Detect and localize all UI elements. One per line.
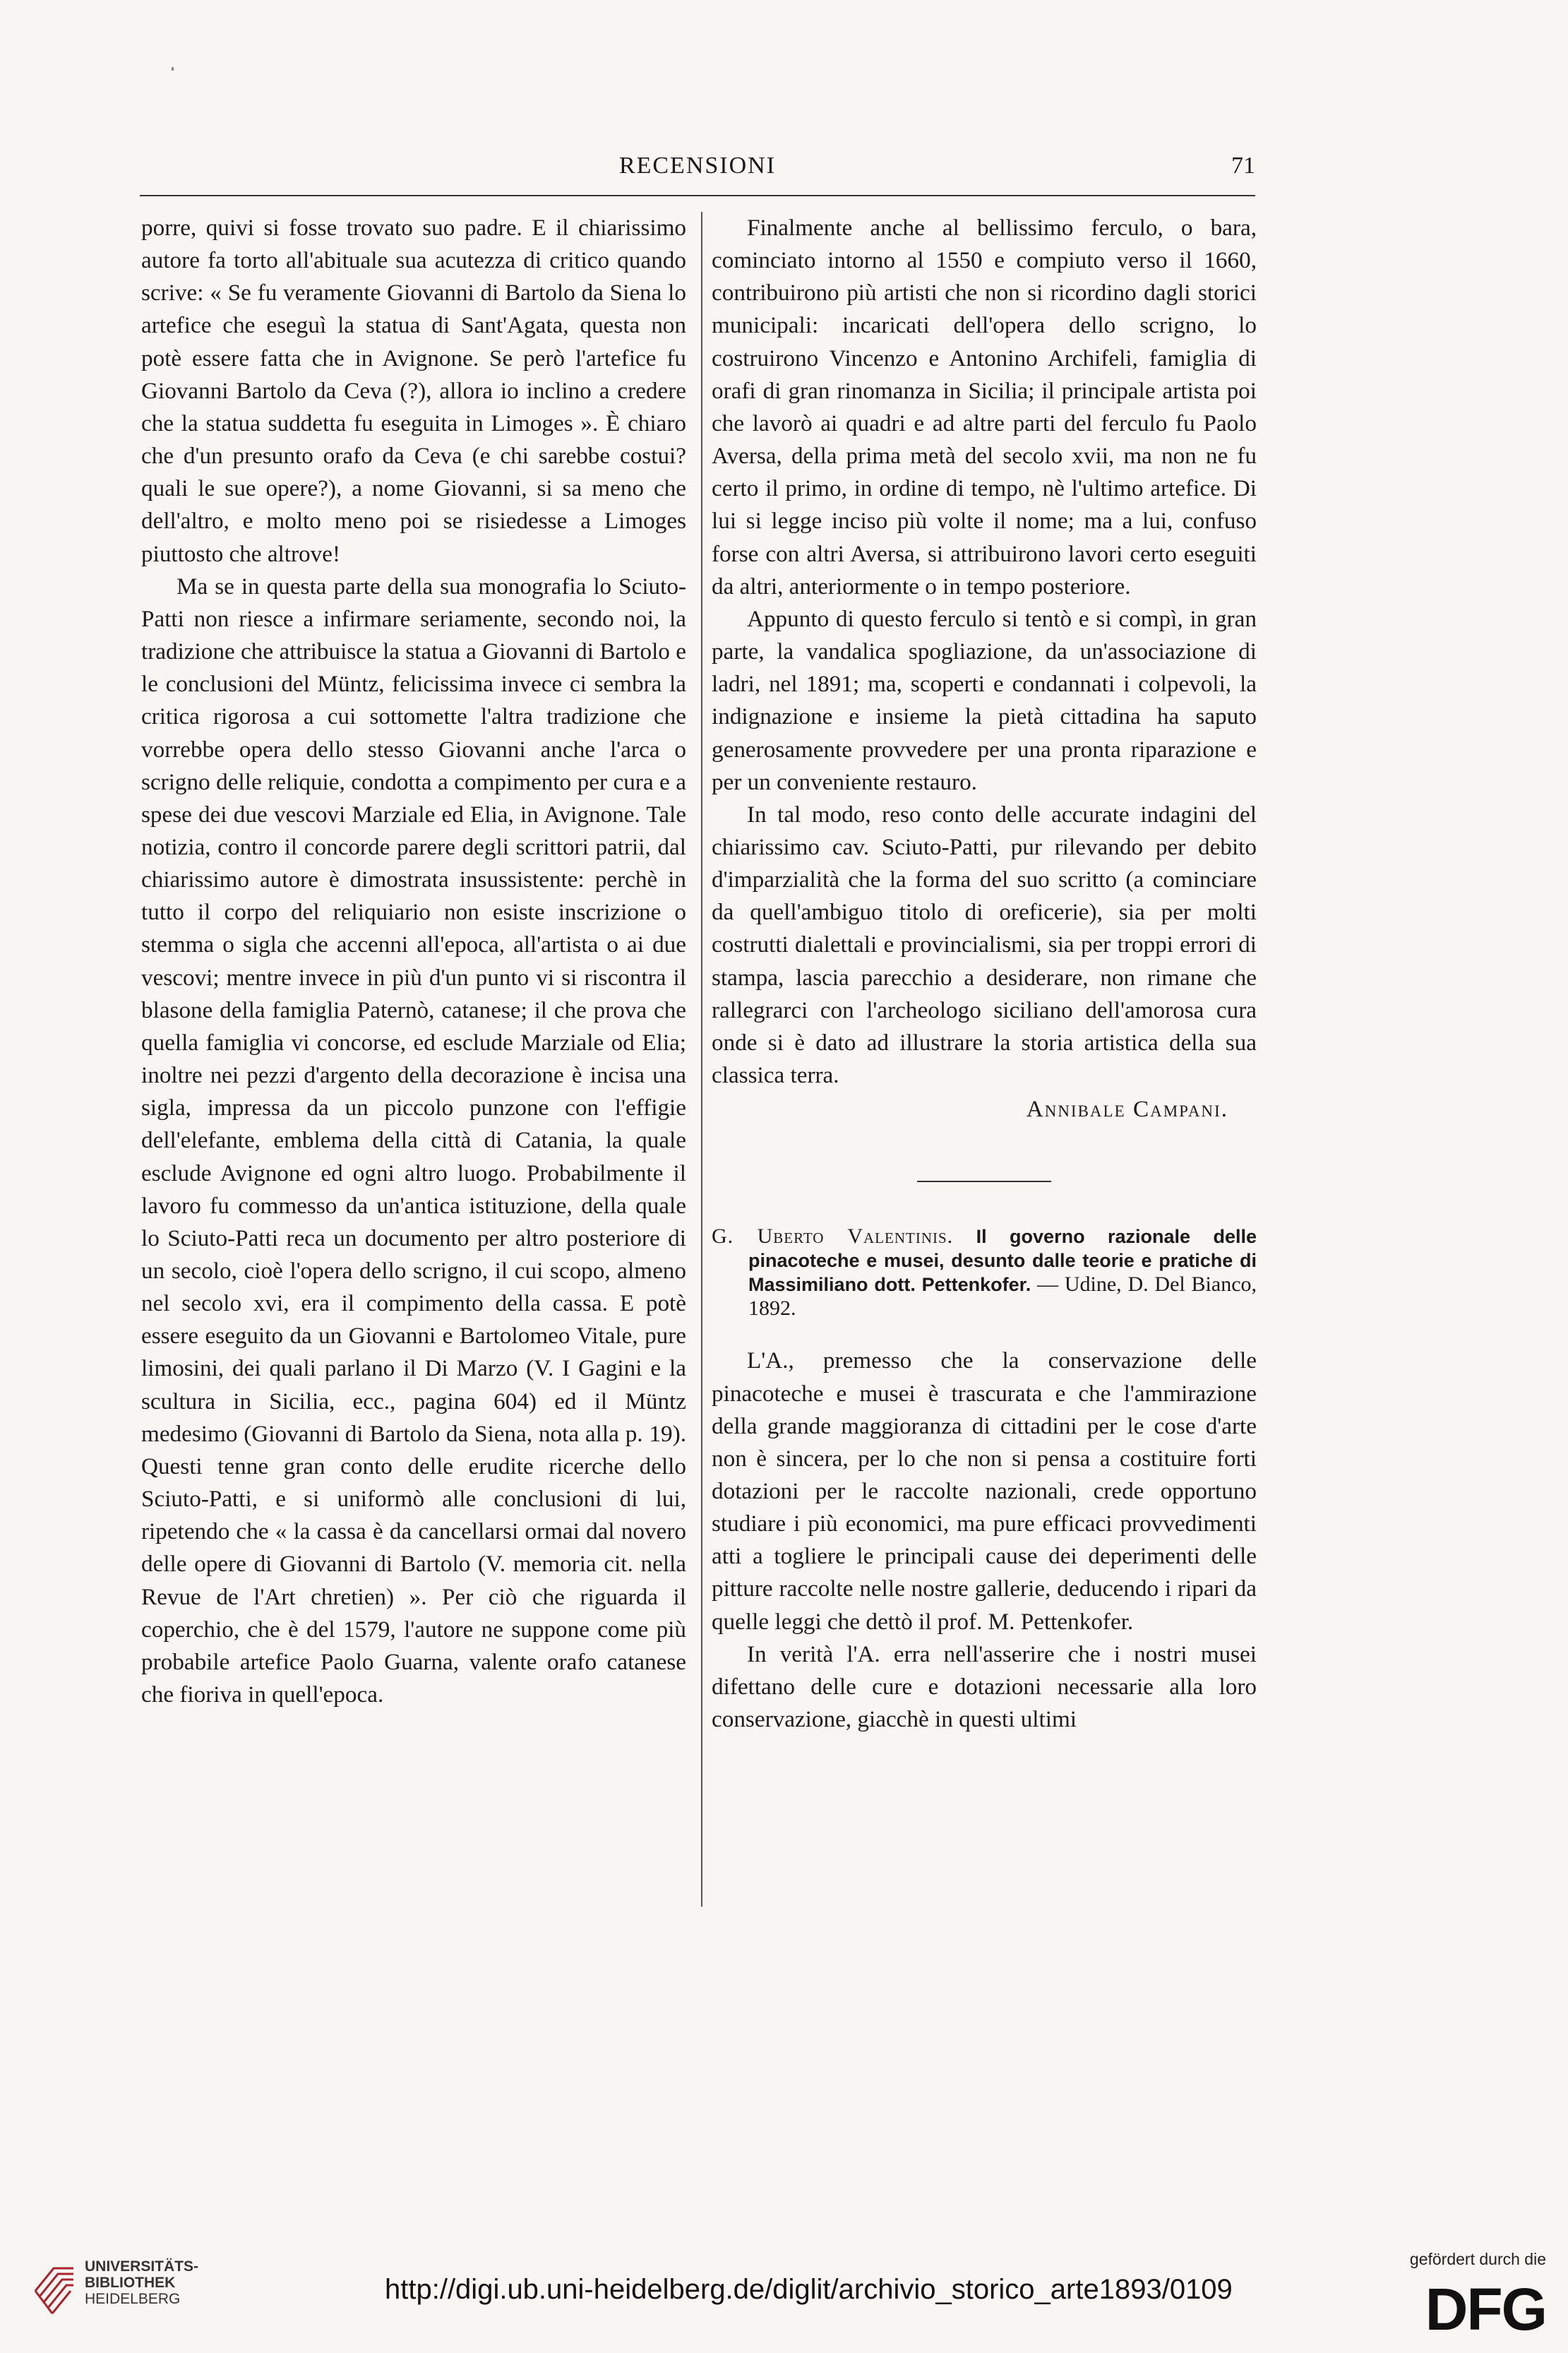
permalink-url[interactable]: http://digi.ub.uni-heidelberg.de/diglit/archivio_storico_arte1893/0109	[385, 2274, 1233, 2305]
review-imprint: — Udine, D. Del Bianco, 1892.	[748, 1273, 1257, 1321]
dfg-logo-mark: DFG	[1425, 2276, 1546, 2342]
review-title: Il governo razionale delle pinacoteche e musei, desunto dalle teorie e pratiche di Massimiliano dott. Pettenkofer.	[748, 1226, 1257, 1296]
scan-speck	[172, 67, 174, 71]
section-divider	[917, 1181, 1051, 1182]
paragraph: In verità l'A. erra nell'asserire che i nostri musei difettano delle cure e dotazioni necessarie alla loro conservazione, giacchè in questi ultimi	[712, 1640, 1257, 1733]
library-name: UNIVERSITÄTS- BIBLIOTHEK HEIDELBERG	[85, 2258, 199, 2307]
paragraph: Appunto di questo ferculo si tentò e si compì, in gran parte, la vandalica spogliazione, da un'associazione di ladri, nel 1891; ma, scoperti e condannati i colpevoli, la indignazione e insieme la pietà cittadina ha saputo generosamente provvedere per una pronta riparazione e per un conveniente restauro.	[712, 605, 1257, 795]
library-emblem-icon	[32, 2256, 78, 2323]
paragraph: In tal modo, reso conto delle accurate indagini del chiarissimo cav. Sciuto-Patti, pur rilevando per debito d'imparzialità che la forma del suo scritto (a cominciare da quell'ambiguo titolo di oreficerie), sia per molti costrutti dialettali e provincialismi, sia per troppi errori di stampa, lascia parecchio a desiderare, non rimane che rallegrarci con l'archeologo siciliano dell'amorosa cura onde si è dato ad illustrare la storia artistica della sua classica terra.	[712, 801, 1257, 1089]
running-head: RECENSIONI	[618, 153, 777, 179]
page-number: 71	[1231, 153, 1255, 179]
review-signature: Annibale Campani.	[1026, 1096, 1228, 1123]
paragraph: Finalmente anche al bellissimo ferculo, o bara, cominciato intorno al 1550 e compiuto verso il 1660, contribuirono più artisti che non si ricordino dagli storici municipali: incaricati dell'opera dello scrigno, lo costruirono Vincenzo e Antonino Archifeli, famiglia di orafi di gran rinomanza in Sicilia; il principale artista poi che lavorò ai quadri e ad altre parti del ferculo fu Paolo Aversa, della prima metà del secolo xvii, ma non ne fu certo il primo, in ordine di tempo, nè l'ultimo artefice. Di lui si legge inciso più volte il nome; ma a lui, confuso forse con altri Aversa, si attribuirono lavori certo eseguiti da altri, anteriormente o in tempo posteriore.	[712, 215, 1257, 600]
paragraph: L'A., premesso che la conservazione delle pinacoteche e musei è trascurata e che l'ammirazione della grande maggioranza di cittadini per le cose d'arte non è sincera, per lo che non si pensa a costituire forti dotazioni per le raccolte nazionali, crede opportuno studiare i più economici, ma pure efficaci provvedimenti atti a togliere le principali cause dei deperimenti delle pitture raccolte nelle nostre gallerie, deducendo i ripari da quelle leggi che dettò il prof. M. Pettenkofer.	[712, 1347, 1257, 1635]
dfg-logo[interactable]	[1391, 2250, 1546, 2342]
left-column	[141, 212, 686, 1711]
header-rule	[140, 195, 1255, 196]
review-heading	[712, 1225, 1257, 1321]
paragraph: porre, quivi si fosse trovato suo padre. E il chiarissimo autore fa torto all'abituale sua acutezza di critico quando scrive: « Se fu veramente Giovanni di Bartolo da Siena lo artefice che eseguì la statua di Sant'Agata, questa non potè essere fatta che in Avignone. Se però l'artefice fu Giovanni Bartolo da Ceva (?), allora io inclino a credere che la statua suddetta fu eseguita in Limoges ». È chiaro che d'un presunto orafo da Ceva (e chi sarebbe costui? quali le sue opere?), a nome Giovanni, si sa meno che dell'altro, e molto meno poi se risiedesse a Limoges piuttosto che altrove!	[141, 215, 686, 567]
page-header	[140, 148, 1255, 191]
paragraph: Ma se in questa parte della sua monografia lo Sciuto-Patti non riesce a infirmare seriamente, secondo noi, la tradizione che attribuisce la statua a Giovanni di Bartolo e le conclusioni del Müntz, felicissima invece ci sembra la critica rigorosa a cui sottomette l'altra tradizione che vorrebbe opera dello stesso Giovanni anche l'arca o scrigno delle reliquie, condotta a compimento per cura e a spese dei due vescovi Marziale ed Elia, in Avignone. Tale notizia, contro il concorde parere degli scrittori patrii, dal chiarissimo autore è dimostrata insussistente: perchè in tutto il corpo del reliquiario non esiste inscrizione o stemma o sigla che accenni all'epoca, all'artista o ai due vescovi; mentre invece in più d'un punto vi si riscontra il blasone della famiglia Paternò, catanese; il che prova che quella famiglia vi concorse, ed esclude Marziale od Elia; inoltre nei pezzi d'argento della decorazione è incisa una sigla, impressa da un piccolo punzone con l'effigie dell'elefante, emblema della città di Catania, la quale esclude Avignone ed ogni altro luogo. Probabilmente il lavoro fu commesso da un'antica istituzione, della quale lo Sciuto-Patti reca un documento per altro posteriore di un secolo, cioè l'opera dello scrigno, il cui scopo, almeno nel secolo xvi, era il compimento della cassa. E potè essere eseguito da un Giovanni e Bartolomeo Vitale, pure limosini, dei quali parlano il Di Marzo (V. I Gagini e la scultura in Sicilia, ecc., pagina 604) ed il Müntz medesimo (Giovanni di Bartolo da Siena, nota alla p. 19). Questi tenne gran conto delle erudite ricerche dello Sciuto-Patti, e si uniformò alle conclusioni di lui, ripetendo che « la cassa è da cancellarsi ormai dal novero delle opere di Giovanni di Bartolo (V. memoria cit. nella Revue de l'Art chretien) ». Per ciò che riguarda il coperchio, che è del 1579, l'autore ne suppone come più probabile artefice Paolo Guarna, valente orafo catanese che fioriva in quell'epoca.	[141, 573, 686, 1708]
right-column	[712, 212, 1257, 1736]
funding-note: gefördert durch die	[1409, 2250, 1546, 2268]
column-divider	[701, 212, 702, 1907]
footer	[0, 2246, 1568, 2353]
library-logo[interactable]	[32, 2256, 258, 2326]
review-author: G. Uberto Valentinis.	[712, 1225, 954, 1249]
